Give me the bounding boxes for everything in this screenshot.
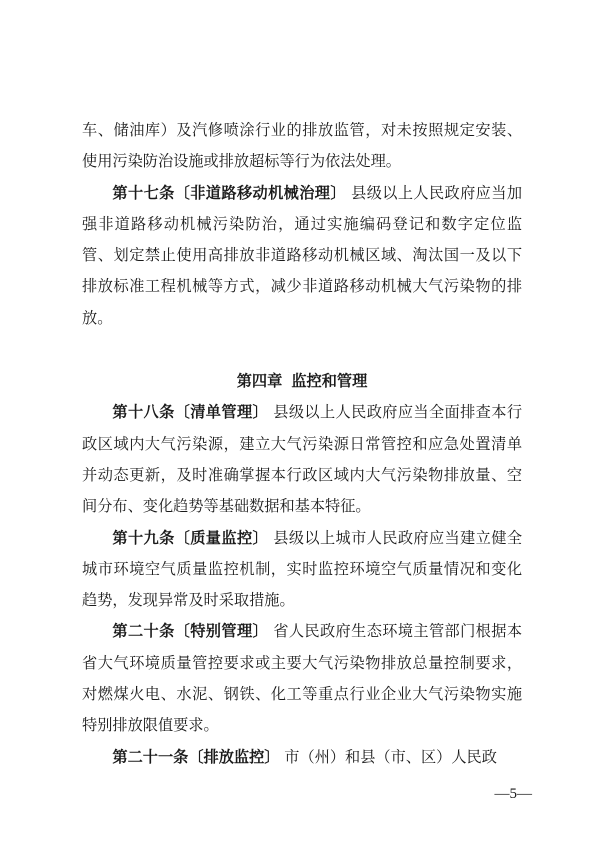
article-21-head: 第二十一条〔排放监控〕 xyxy=(112,747,280,766)
article-19-body: 县级以上城市人民政府应当建立健全城市环境空气质量监控机制，实时监控环境空气质量情况和变化趋势，发现异常及时采取措施。 xyxy=(82,528,523,610)
document-page xyxy=(82,115,522,773)
chapter-spacer xyxy=(82,334,522,366)
chapter-heading xyxy=(82,366,522,397)
paragraph-continuation: 车、储油库）及汽修喷涂行业的排放监管，对未按照规定安装、使用污染防治设施或排放超标等行为依法处理。 xyxy=(82,121,522,171)
chapter-title: 监控和管理 xyxy=(291,372,368,391)
article-20 xyxy=(82,616,522,741)
article-19 xyxy=(82,523,522,617)
article-17-body: 县级以上人民政府应当加强非道路移动机械污染防治，通过实施编码登记和数字定位监管、划定禁止使用高排放非道路移动机械区域、淘汰国一及以下排放标准工程机械等方式，减少非道路移动机械大气污染物的排放。 xyxy=(82,183,523,327)
article-19-head: 第十九条〔质量监控〕 xyxy=(112,528,269,547)
article-18 xyxy=(82,397,522,522)
article-18-body: 县级以上人民政府应当全面排查本行政区域内大气污染源，建立大气污染源日常管控和应急处置清单并动态更新，及时准确掌握本行政区域内大气污染物排放量、空间分布、变化趋势等基础数据和基本特征。 xyxy=(82,403,523,516)
article-17 xyxy=(82,178,522,334)
chapter-number: 第四章 xyxy=(236,372,283,391)
article-21-body: 市（州）和县（市、区）人民政 xyxy=(279,747,497,766)
page-number: —5— xyxy=(494,786,532,802)
article-18-head: 第十八条〔清单管理〕 xyxy=(112,403,269,422)
article-20-body: 省人民政府生态环境主管部门根据本省大气环境质量管控要求或主要大气污染物排放总量控制要求，对燃煤火电、水泥、钢铁、化工等重点行业企业大气污染物实施特别排放限值要求。 xyxy=(82,622,523,735)
article-17-head: 第十七条〔非道路移动机械治理〕 xyxy=(112,183,346,202)
article-20-head: 第二十条〔特别管理〕 xyxy=(112,622,269,641)
article-21 xyxy=(82,742,522,773)
